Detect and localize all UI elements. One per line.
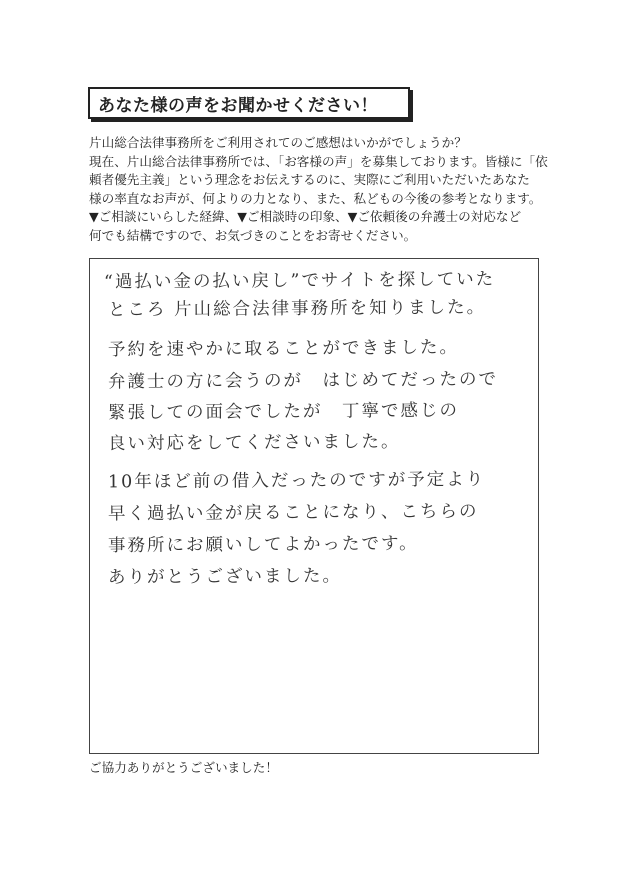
handwritten-line: 緊張しての面会でしたが 丁寧で感じの bbox=[107, 400, 460, 424]
footer-thanks: ご協力ありがとうございました！ bbox=[89, 760, 278, 775]
handwritten-line: “過払い金の払い戻し”でサイトを探していた bbox=[103, 269, 496, 293]
handwritten-comment-box bbox=[89, 258, 539, 754]
handwritten-line: 10年ほど前の借入だったのですが予定より bbox=[107, 469, 486, 493]
intro-line: 片山総合法律事務所をご利用されてのご感想はいかがでしょうか？ bbox=[89, 135, 467, 150]
intro-text bbox=[89, 134, 559, 245]
intro-line: 様の率直なお声が、何よりの力となり、また、私どもの今後の参考となります。 bbox=[89, 190, 542, 206]
handwritten-line: 良い対応をしてくださいました。 bbox=[107, 431, 401, 455]
handwritten-line: 予約を速やかに取ることができました。 bbox=[107, 337, 460, 361]
handwritten-line: 事務所にお願いしてよかったです。 bbox=[107, 533, 419, 557]
handwritten-line: 弁護士の方に会うのが はじめてだったので bbox=[107, 369, 499, 393]
intro-line: 何でも結構ですので、お気づきのことをお寄せください。 bbox=[89, 227, 417, 243]
intro-line: 頼者優先主義」という理念をお伝えするのに、実際にご利用いただいたあなた bbox=[89, 172, 530, 187]
handwritten-line: ところ 片山総合法律事務所を知りました。 bbox=[107, 297, 487, 321]
header-banner bbox=[88, 87, 410, 119]
intro-line: ▼ご相談にいらした経緯、▼ご相談時の印象、▼ご依頼後の弁護士の対応など bbox=[89, 209, 522, 224]
handwritten-line: ありがとうございました。 bbox=[107, 566, 343, 588]
page-title: あなた様の声をお聞かせください！ bbox=[98, 95, 378, 116]
handwritten-line: 早く過払い金が戻ることになり、こちらの bbox=[107, 501, 479, 525]
intro-line: 現在、片山総合法律事務所では、「お客様の声」を募集しております。皆様に「依 bbox=[89, 153, 548, 169]
